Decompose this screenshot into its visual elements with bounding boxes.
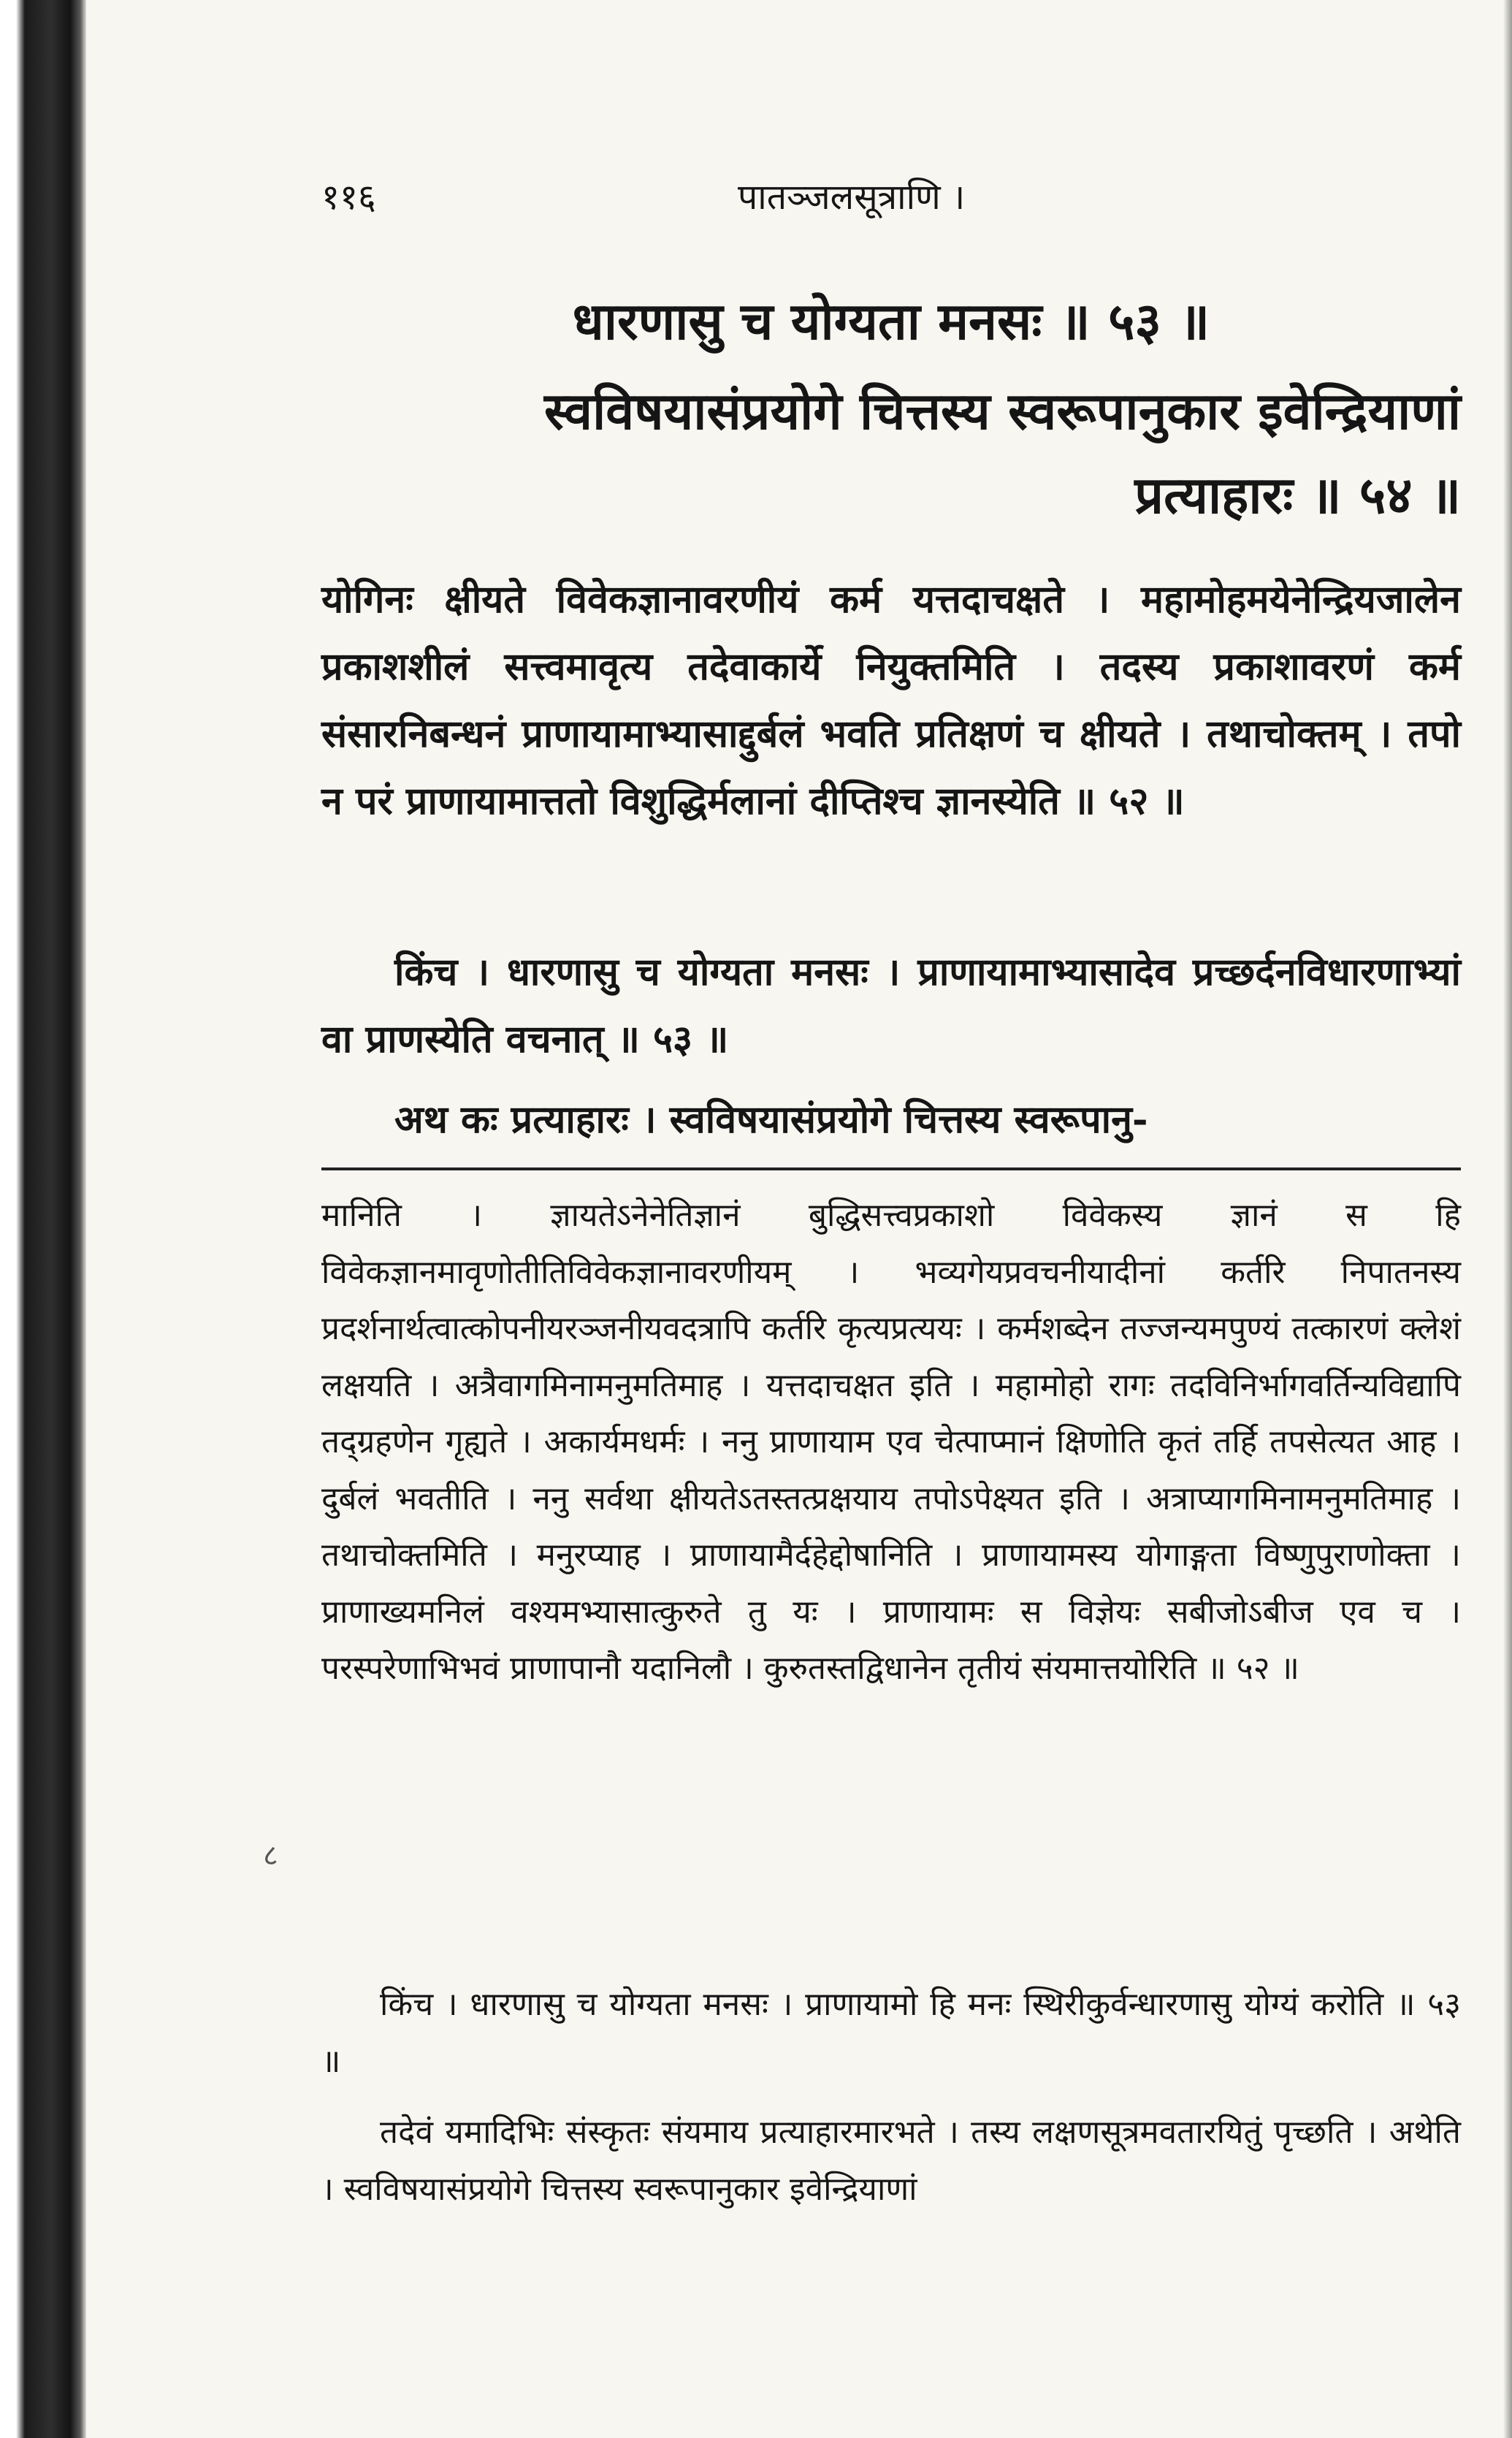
- sutra-54-line-2: प्रत्याहारः ॥ ५४ ॥: [1134, 465, 1461, 525]
- commentary-paragraph-53: किंच । धारणासु च योग्यता मनसः । प्राणायामाभ्यासादेव प्रच्छर्दनविधारणाभ्यां वा प्राणस्येति वचनात् ॥ ५३ ॥: [321, 950, 1461, 1062]
- gloss-paragraph-53: किंच । धारणासु च योग्यता मनसः । प्राणायामो हि मनः स्थिरीकुर्वन्धारणासु योग्यं करोति ॥ ५३ ॥: [321, 1986, 1461, 2080]
- running-title: पातञ्जलसूत्राणि ।: [738, 177, 966, 218]
- commentary-paragraph-54-start: अथ कः प्रत्याहारः । स्वविषयासंप्रयोगे चित्तस्य स्वरूपानु-: [394, 1097, 1148, 1142]
- sutra-53: धारणासु च योग्यता मनसः ॥ ५३ ॥: [572, 291, 1210, 351]
- gloss-paragraph-52: मानिति । ज्ञायतेऽनेनेतिज्ञानं बुद्धिसत्त्वप्रकाशो विवेकस्य ज्ञानं स हि विवेकज्ञानमावृणोतीतिविवेकज्ञानावरणीयम् । भव्यगेयप्रवचनीयादीनां कर्तरि निपातनस्य प्रदर्शनार्थत्वात्कोपनीयरञ्जनीयवदत्रापि कर्तरि कृत्यप्रत्ययः । कर्मशब्देन तज्जन्यमपुण्यं तत्कारणं क्लेशं लक्षयति । अत्रैवागमिनामनुमतिमाह । यत्तदाचक्षत इति । महामोहो रागः तदविनिर्भागवर्तिन्यविद्यापि तद्ग्रहणेन गृह्यते । अकार्यमधर्मः । ननु प्राणायाम एव चेत्पाप्मानं क्षिणोति कृतं तर्हि तपसेत्यत आह । दुर्बलं भवतीति । ननु सर्वथा क्षीयतेऽतस्तत्प्रक्षयाय तपोऽपेक्ष्यत इति । अत्राप्यागमिनामनुमतिमाह । तथाचोक्तमिति । मनुरप्याह । प्राणायामैर्दहेद्दोषानिति । प्राणायामस्य योगाङ्गता विष्णुपुराणोक्ता । प्राणाख्यमनिलं वश्यमभ्यासात्कुरुते तु यः । प्राणायामः स विज्ञेयः सबीजोऽबीज एव च । परस्परेणाभिभवं प्राणापानौ यदानिलौ । कुरुतस्तद्विधानेन तृतीयं संयमात्तयोरिति ॥ ५२ ॥: [321, 1197, 1462, 1687]
- page-edge-shadow: [1503, 0, 1512, 2438]
- footnote-divider: [321, 1167, 1461, 1170]
- gloss-paragraph-54: तदेवं यमादिभिः संस्कृतः संयमाय प्रत्याहारमारभते । तस्य लक्षणसूत्रमवतारयितुं पृच्छति । अथेति । स्वविषयासंप्रयोगे चित्तस्य स्वरूपानुकार इवेन्द्रियाणां: [321, 2114, 1461, 2208]
- book-page: [321, 0, 1461, 2438]
- margin-mark: ८: [263, 1839, 278, 1873]
- sutra-54-line-1: स्वविषयासंप्रयोगे चित्तस्य स्वरूपानुकार इवेन्द्रियाणां: [543, 381, 1461, 441]
- page-header: [321, 172, 1454, 231]
- book-binding-edge: [0, 0, 86, 2438]
- commentary-paragraph-52: योगिनः क्षीयते विवेकज्ञानावरणीयं कर्म यत्तदाचक्षते । महामोहमयेनेन्द्रियजालेन प्रकाशशीलं सत्त्वमावृत्य तदेवाकार्ये नियुक्तमिति । तदस्य प्रकाशावरणं कर्म संसारनिबन्धनं प्राणायामाभ्यासाद्दुर्बलं भवति प्रतिक्षणं च क्षीयते । तथाचोक्तम् । तपो न परं प्राणायामात्ततो विशुद्धिर्मलानां दीप्तिश्च ज्ञानस्येति ॥ ५२ ॥: [321, 577, 1461, 823]
- page-number: ११६: [321, 177, 376, 218]
